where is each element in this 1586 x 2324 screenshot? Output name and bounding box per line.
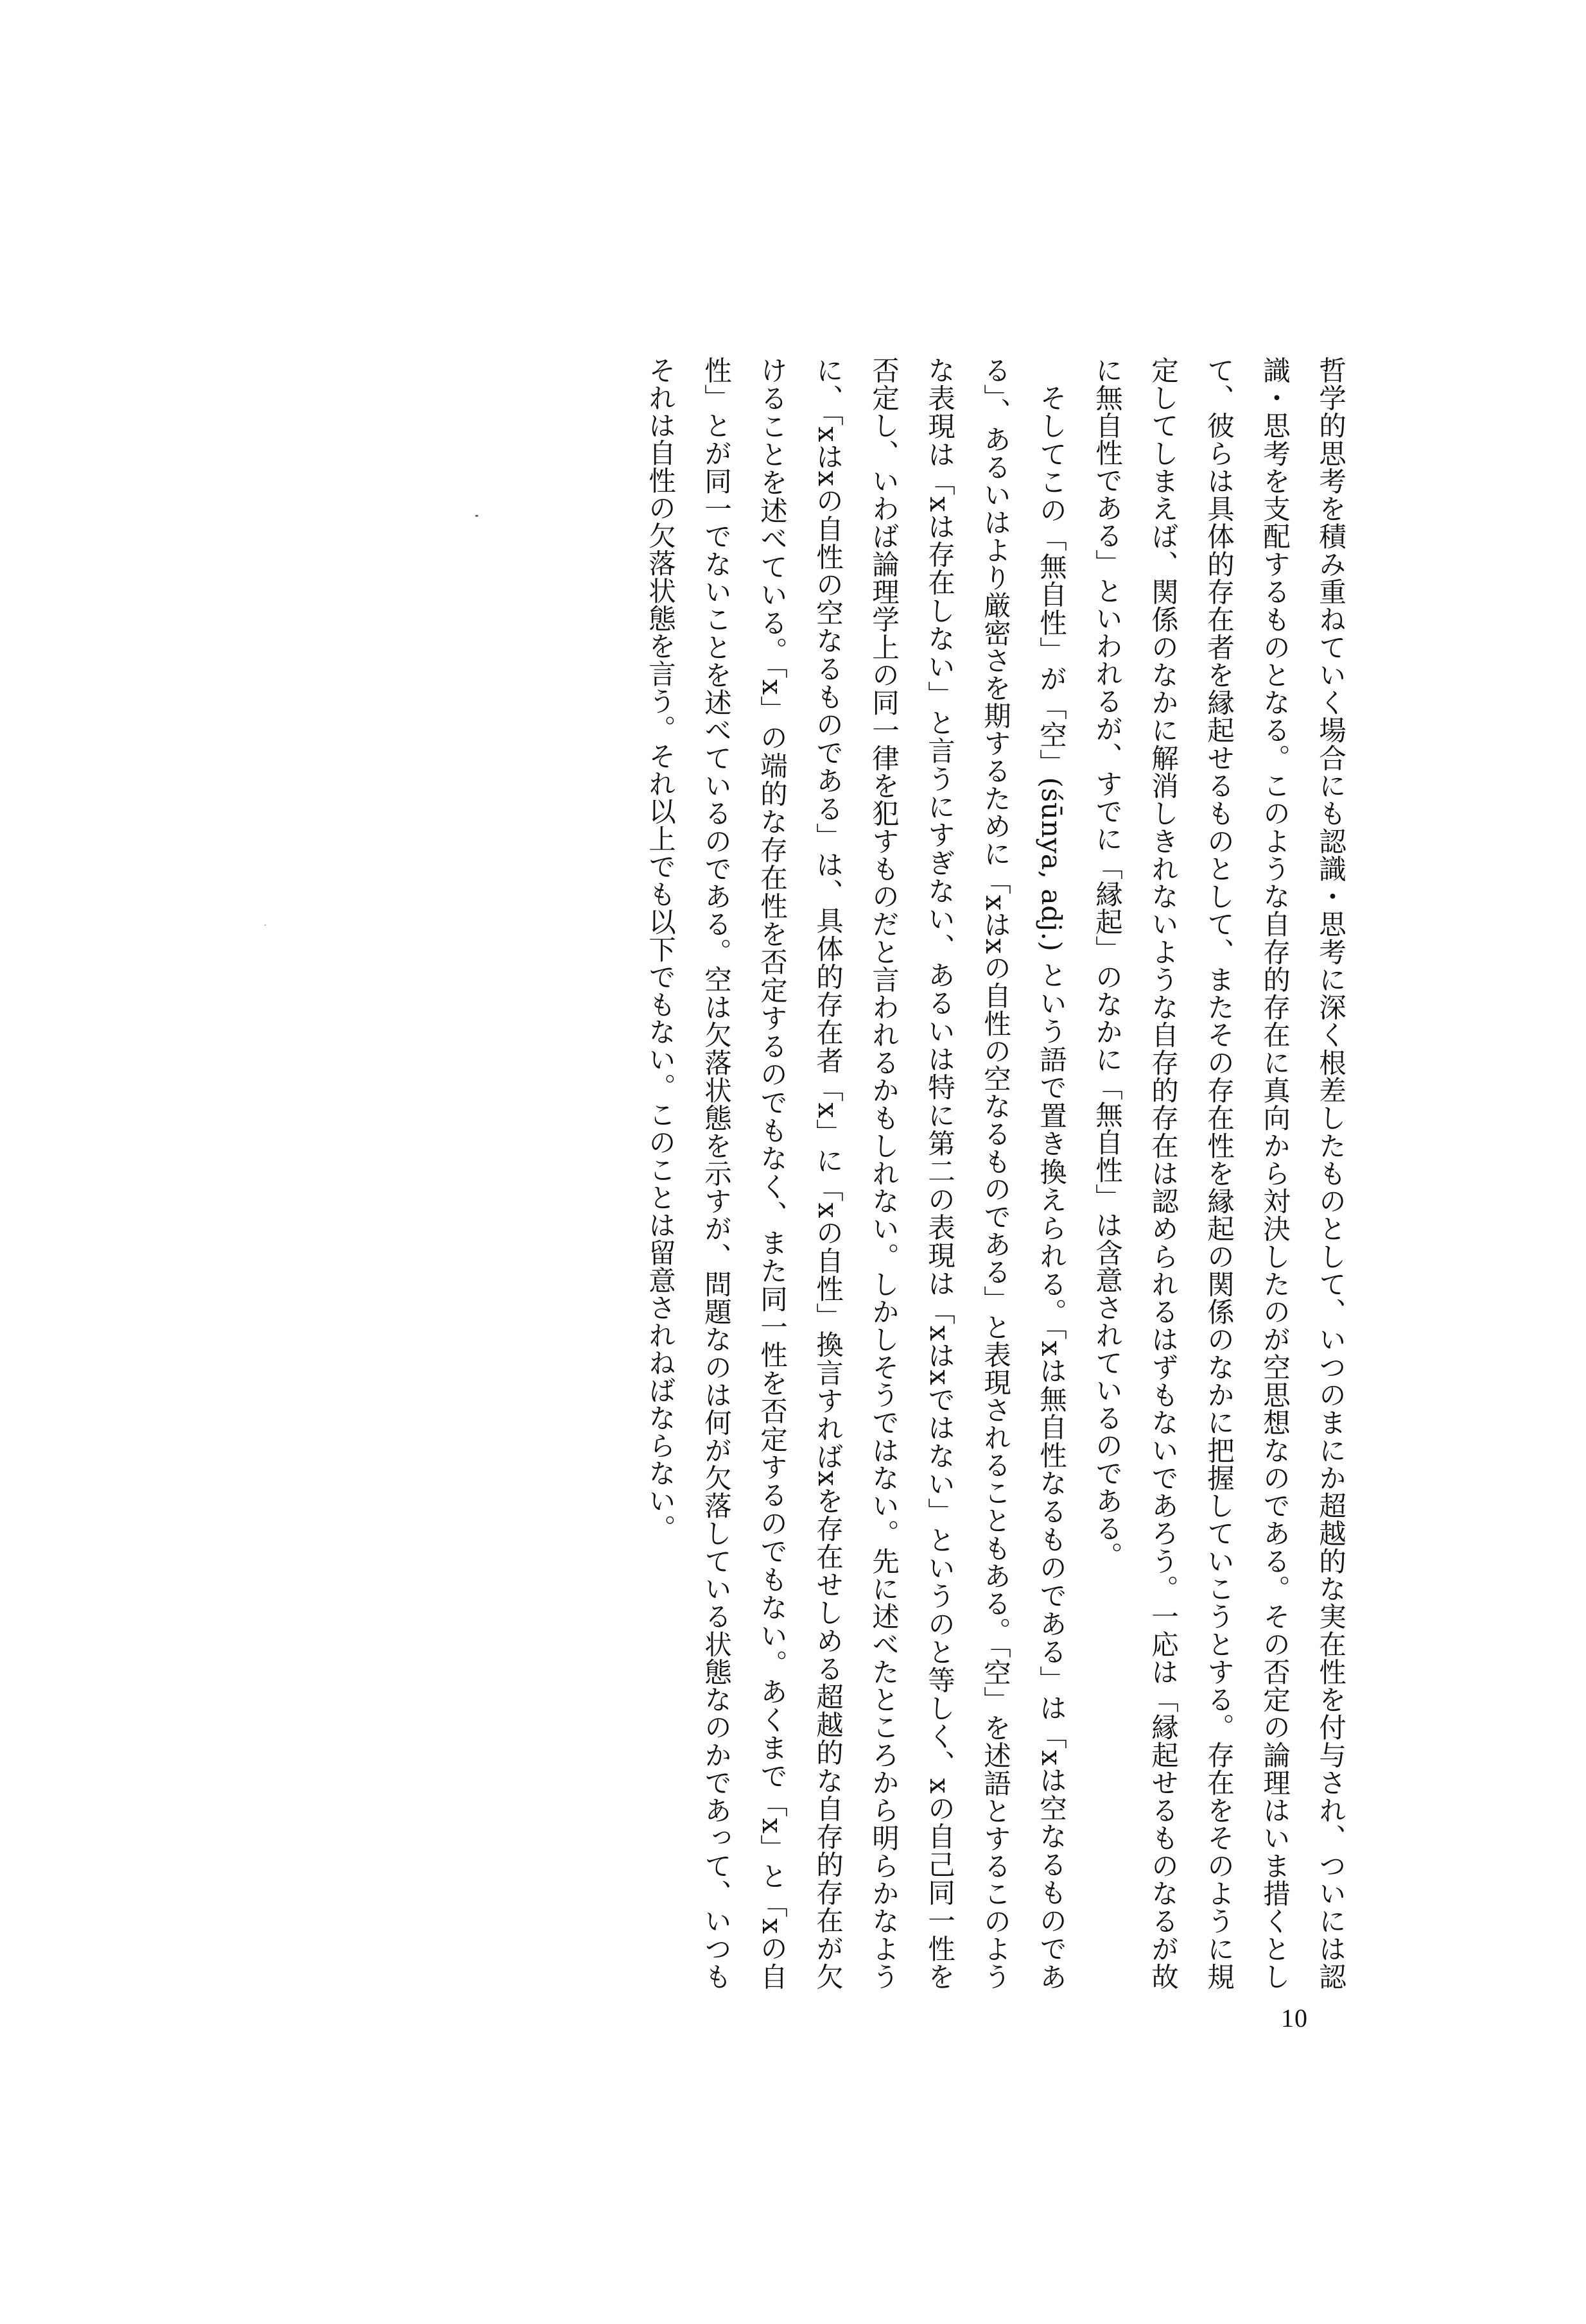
page-number: 10 — [1281, 2004, 1308, 2033]
vertical-text-body — [494, 356, 1358, 1990]
paragraph-1: 哲学的思考を積み重ねていく場合にも認識・思考に深く根差したものとして、いつのまにか超越的な実在性を付与され、ついには認識・思考を支配するものとなる。このような自存的存在に真向から対決したのが空思想なのである。その否定の論理はいま措くとして、彼らは具体的存在者を縁起せるものとして、またその存在性を縁起の関係のなかに把握していこうとする。存在をそのように規定してしまえば、関係のなかに解消しきれないような自存的存在は認められるはずもないであろう。一応は「縁起せるものなるが故に無自性である」といわれるが、すでに「縁起」のなかに「無自性」は含意されているのである。 — [1091, 356, 1346, 1990]
paragraph-2: そしてこの「無自性」が「空」(śūnya, adj.) という語で置き換えられる。「xは無自性なるものである」は「xは空なるものである」、あるいはより厳密さを期するために「xはxの自性の空なるものである」と表現されることもある。「空」を述語とするこのような表現は「xは存在しない」と言うにすぎない、あるいは特に第二の表現は「xはxではない」というのと等しく、xの自己同一性を否定し、いわば論理学上の同一律を犯すものだと言われるかもしれない。しかしそうではない。先に述べたところから明らかなように、「xはxの自性の空なるものである」は、具体的存在者「x」に「xの自性」換言すればxを存在せしめる超越的な自存的存在が欠けることを述べている。「x」の端的な存在性を否定するのでもなく、また同一性を否定するのでもない。あくまで「x」と「xの自性」とが同一でないことを述べているのである。空は欠落状態を示すが、問題なのは何が欠落している状態なのかであって、いつもそれは自性の欠落状態を言う。それ以上でも以下でもない。このことは留意されねばならない。 — [644, 356, 1067, 1990]
scan-speck — [475, 515, 478, 517]
scan-speck — [265, 924, 266, 926]
